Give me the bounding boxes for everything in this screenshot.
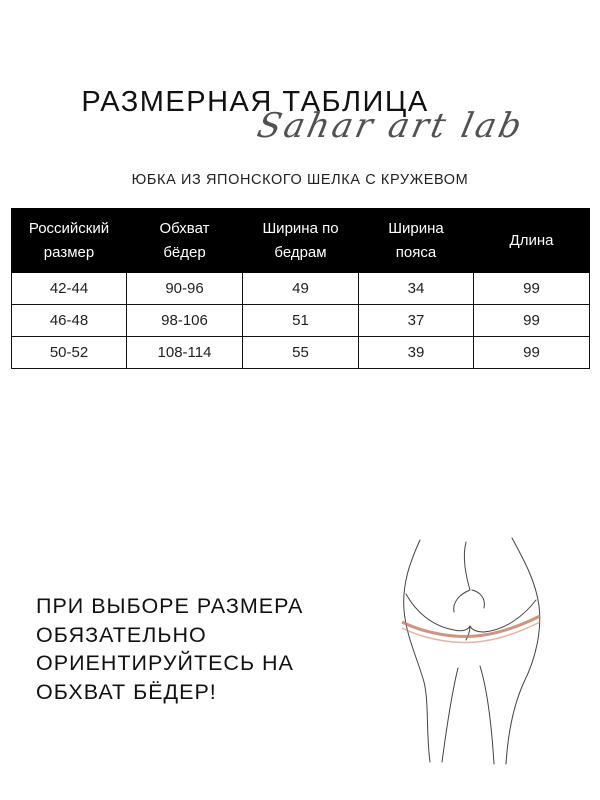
hips-measurement-icon xyxy=(396,532,556,782)
table-row xyxy=(12,337,590,369)
cell-hip-girth: 90-96 xyxy=(127,273,243,305)
size-table xyxy=(11,208,590,369)
cell-hip-girth: 98-106 xyxy=(127,305,243,337)
header-length: Длина xyxy=(474,209,590,273)
cell-length: 99 xyxy=(474,305,590,337)
cell-hip-girth: 108-114 xyxy=(127,337,243,369)
cell-size: 46-48 xyxy=(12,305,127,337)
header-waistband-width: Ширина пояса xyxy=(359,209,474,273)
table-row xyxy=(12,273,590,305)
size-advice-note xyxy=(36,592,303,706)
body-outline xyxy=(404,538,540,764)
cell-hip-width: 55 xyxy=(243,337,359,369)
note-line: ОРИЕНТИРУЙТЕСЬ НА xyxy=(36,651,294,675)
brand-logo-text: Sahar art lab xyxy=(253,106,528,146)
cell-length: 99 xyxy=(474,337,590,369)
header-hip-girth: Обхват бёдер xyxy=(127,209,243,273)
cell-hip-width: 51 xyxy=(243,305,359,337)
table-header-row xyxy=(12,209,590,273)
note-line: ОБХВАТ БЁДЕР! xyxy=(36,679,217,704)
header-russian-size: Российский размер xyxy=(12,209,127,273)
cell-length: 99 xyxy=(474,273,590,305)
cell-size: 42-44 xyxy=(12,273,127,305)
note-line: ПРИ ВЫБОРЕ РАЗМЕРА xyxy=(36,594,304,618)
hip-measurement-line xyxy=(402,616,540,642)
page-title: РАЗМЕРНАЯ ТАБЛИЦА xyxy=(81,86,429,118)
product-subtitle: ЮБКА ИЗ ЯПОНСКОГО ШЕЛКА С КРУЖЕВОМ xyxy=(131,172,469,188)
note-line: ОБЯЗАТЕЛЬНО xyxy=(36,622,207,647)
cell-waistband-width: 37 xyxy=(359,305,474,337)
cell-waistband-width: 39 xyxy=(359,337,474,369)
header-hip-width: Ширина по бедрам xyxy=(243,209,359,273)
table-row xyxy=(12,305,590,337)
cell-hip-width: 49 xyxy=(243,273,359,305)
cell-size: 50-52 xyxy=(12,337,127,369)
cell-waistband-width: 34 xyxy=(359,273,474,305)
